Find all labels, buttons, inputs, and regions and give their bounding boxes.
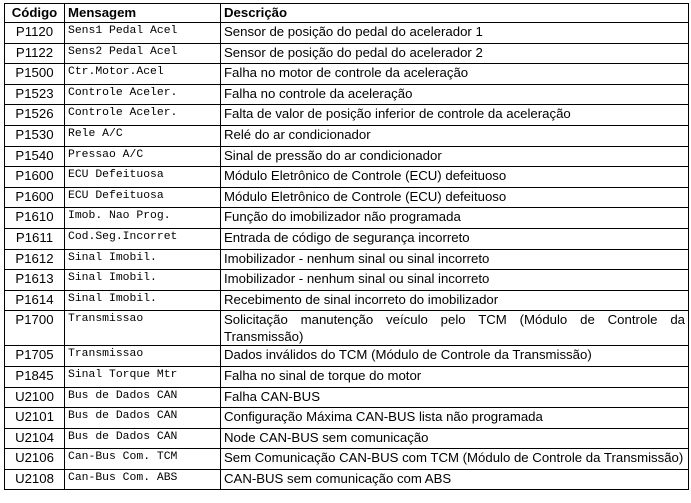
message-cell: Transmissao: [65, 346, 221, 367]
header-code: Código: [5, 4, 65, 23]
description-cell: Node CAN-BUS sem comunicação: [221, 428, 689, 449]
message-cell: Transmissao: [65, 311, 221, 346]
message-cell: Bus de Dados CAN: [65, 428, 221, 449]
message-cell: Imob. Nao Prog.: [65, 208, 221, 229]
table-row: [5, 84, 689, 105]
table-row: [5, 311, 689, 346]
table-row: [5, 469, 689, 490]
message-cell: Can-Bus Com. ABS: [65, 469, 221, 490]
message-cell: Sinal Torque Mtr: [65, 366, 221, 387]
message-cell: Rele A/C: [65, 125, 221, 146]
description-cell: Configuração Máxima CAN-BUS lista não programada: [221, 408, 689, 429]
code-cell: P1613: [5, 270, 65, 291]
description-cell: Entrada de código de segurança incorreto: [221, 228, 689, 249]
message-cell: Sinal Imobil.: [65, 290, 221, 311]
code-cell: P1523: [5, 84, 65, 105]
description-cell: Falha CAN-BUS: [221, 387, 689, 408]
code-cell: U2101: [5, 408, 65, 429]
description-cell: Dados inválidos do TCM (Módulo de Controle da Transmissão): [221, 346, 689, 367]
code-cell: P1845: [5, 366, 65, 387]
message-cell: Sinal Imobil.: [65, 270, 221, 291]
table-row: [5, 366, 689, 387]
code-cell: P1700: [5, 311, 65, 346]
message-cell: Cod.Seg.Incorret: [65, 228, 221, 249]
message-cell: Sens2 Pedal Acel: [65, 43, 221, 64]
description-cell: Falta de valor de posição inferior de controle da aceleração: [221, 105, 689, 126]
message-cell: Can-Bus Com. TCM: [65, 449, 221, 470]
code-cell: P1120: [5, 23, 65, 44]
code-cell: P1122: [5, 43, 65, 64]
table-row: [5, 346, 689, 367]
message-cell: Sens1 Pedal Acel: [65, 23, 221, 44]
error-code-table: [4, 3, 689, 490]
table-row: [5, 187, 689, 208]
message-cell: Sinal Imobil.: [65, 249, 221, 270]
description-cell: Módulo Eletrônico de Controle (ECU) defeituoso: [221, 187, 689, 208]
description-cell: Falha no motor de controle da aceleração: [221, 64, 689, 85]
description-cell: Sensor de posição do pedal do acelerador 2: [221, 43, 689, 64]
header-message: Mensagem: [65, 4, 221, 23]
description-cell: Sensor de posição do pedal do acelerador 1: [221, 23, 689, 44]
code-cell: P1530: [5, 125, 65, 146]
description-cell: Sem Comunicação CAN-BUS com TCM (Módulo de Controle da Transmissão): [221, 449, 689, 470]
description-cell: Falha no sinal de torque do motor: [221, 366, 689, 387]
table-row: [5, 408, 689, 429]
code-cell: P1611: [5, 228, 65, 249]
header-description: Descrição: [221, 4, 689, 23]
description-cell: Sinal de pressão do ar condicionador: [221, 146, 689, 167]
code-cell: P1600: [5, 187, 65, 208]
table-row: [5, 270, 689, 291]
code-cell: P1612: [5, 249, 65, 270]
message-cell: Pressao A/C: [65, 146, 221, 167]
table-row: [5, 167, 689, 188]
code-cell: P1526: [5, 105, 65, 126]
description-cell: Relé do ar condicionador: [221, 125, 689, 146]
table-row: [5, 64, 689, 85]
table-row: [5, 387, 689, 408]
message-cell: ECU Defeituosa: [65, 187, 221, 208]
table-row: [5, 449, 689, 470]
code-cell: P1540: [5, 146, 65, 167]
message-cell: Ctr.Motor.Acel: [65, 64, 221, 85]
code-cell: P1614: [5, 290, 65, 311]
description-cell: Módulo Eletrônico de Controle (ECU) defeituoso: [221, 167, 689, 188]
table-row: [5, 105, 689, 126]
table-header-row: [5, 4, 689, 23]
code-cell: U2106: [5, 449, 65, 470]
description-cell: Recebimento de sinal incorreto do imobilizador: [221, 290, 689, 311]
table-row: [5, 208, 689, 229]
code-cell: P1705: [5, 346, 65, 367]
table-row: [5, 125, 689, 146]
code-cell: P1600: [5, 167, 65, 188]
table-row: [5, 23, 689, 44]
code-cell: U2108: [5, 469, 65, 490]
message-cell: Controle Aceler.: [65, 84, 221, 105]
message-cell: Bus de Dados CAN: [65, 387, 221, 408]
table-row: [5, 43, 689, 64]
code-cell: P1500: [5, 64, 65, 85]
description-cell: CAN-BUS sem comunicação com ABS: [221, 469, 689, 490]
code-cell: P1610: [5, 208, 65, 229]
code-cell: U2100: [5, 387, 65, 408]
description-cell: Solicitação manutenção veículo pelo TCM (Módulo de Controle da Transmissão): [221, 311, 689, 346]
table-row: [5, 290, 689, 311]
table-row: [5, 428, 689, 449]
table-row: [5, 249, 689, 270]
message-cell: Bus de Dados CAN: [65, 408, 221, 429]
description-cell: Falha no controle da aceleração: [221, 84, 689, 105]
table-row: [5, 146, 689, 167]
message-cell: ECU Defeituosa: [65, 167, 221, 188]
description-cell: Imobilizador - nenhum sinal ou sinal incorreto: [221, 270, 689, 291]
message-cell: Controle Aceler.: [65, 105, 221, 126]
code-cell: U2104: [5, 428, 65, 449]
description-cell: Imobilizador - nenhum sinal ou sinal incorreto: [221, 249, 689, 270]
table-row: [5, 228, 689, 249]
description-cell: Função do imobilizador não programada: [221, 208, 689, 229]
